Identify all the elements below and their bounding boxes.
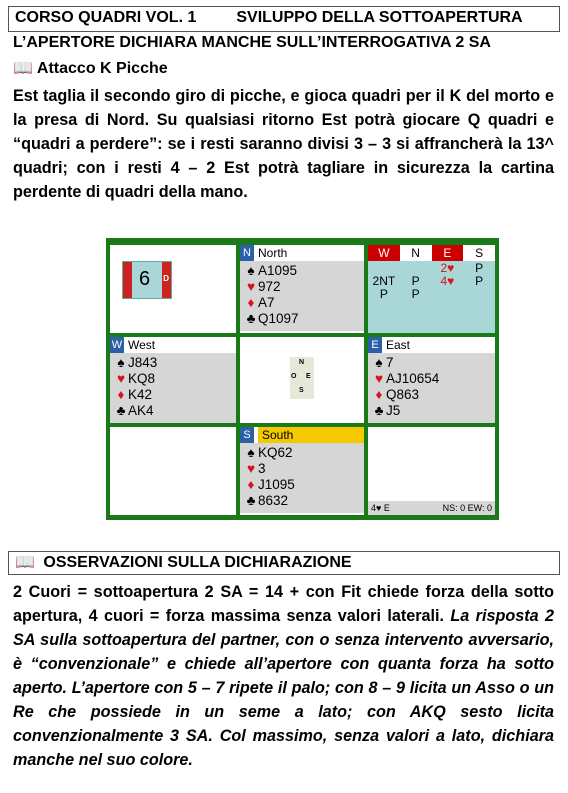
open-book-icon: 📖 [13,60,33,77]
spade-icon: ♠ [247,445,255,460]
section-2-title: OSSERVAZIONI SULLA DICHIARAZIONE [43,554,352,571]
east-clubs: J5 [386,403,401,418]
diamond-icon: ♦ [375,387,383,402]
dealer-mark: D [163,274,169,283]
deal-number: 6 [139,268,151,290]
score: NS: 0 EW: 0 [442,503,492,513]
diamond-icon: ♦ [247,477,255,492]
north-spades: A1095 [258,263,298,278]
section-2-header [8,551,560,575]
paragraph-2 [13,580,554,772]
east-spades: 7 [386,355,394,370]
result-line [368,501,495,515]
south-name: South [258,427,364,443]
subtitle: L’APERTORE DICHIARA MANCHE SULL’INTERROGATIVA 2 SA [13,34,491,51]
table-center [240,337,364,423]
course-title: CORSO QUADRI VOL. 1 [15,9,197,26]
north-hand [240,245,364,333]
east-hand [368,337,495,423]
west-name: West [128,338,156,352]
lead-text: Attacco K Picche [36,60,168,77]
heart-icon: ♥ [374,371,383,386]
club-icon: ♣ [374,403,384,418]
bid-header-s: S [463,245,495,261]
bidding-sequence: 2♥ P 2NT P 4♥ P P P [372,261,484,301]
paragraph-1: Est taglia il secondo giro di picche, e gioca quadri per il K del morto e la presa di Nord. Su qualsiasi ritorno Est potrà giocare Q quadri e “quadri a perdere”: se i resti saranno divisi 3 – 3 si affrancherà la 13^ quadri; con i resti 4 – 2 Est potrà tagliare in sicurezza la cartina perdente di quadri della mano. [13,87,554,201]
west-spades: J843 [128,355,158,370]
spade-icon: ♠ [247,263,255,278]
deal-info-cell [110,245,236,333]
north-clubs: Q1097 [258,311,299,326]
bidding-box [368,245,495,333]
north-diamonds: A7 [258,295,275,310]
bid-header-n: N [400,245,432,261]
course-header [8,6,560,32]
east-name: East [386,338,411,352]
paragraph-2-italic: La risposta 2 SA sulla sottoapertura del partner, con o senza intervento avversario, è “convenzionale” e chiede all’apertore con quanta forza ha sotto aperto. L’apertore con 5 – 7 ripete il palo; con 8 – 9 licita un Asso o un Re che possiede in un seme a lato; con AKQ sesto licita convenzionalmente 3 SA. Col massimo, senza valori a lato, dichiara manche nel suo colore. [13,607,554,769]
south-diamonds: J1095 [258,477,295,492]
club-icon: ♣ [116,403,126,418]
lead-line [13,58,168,78]
west-hand [110,337,236,423]
contract: 4♥ E [371,503,390,513]
result-cell [368,427,495,515]
heart-icon: ♥ [116,371,125,386]
deal-number-box [122,261,172,299]
east-tag: E [368,337,382,353]
open-book-icon: 📖 [15,554,35,571]
south-clubs: 8632 [258,493,289,508]
south-hand [240,427,364,515]
paragraph-2-normal: 2 Cuori = sottoapertura 2 SA = 14 + con Fit chiede forza della sotto apertura, 4 cuori = forza massima senza valori laterali. [13,583,554,625]
south-tag: S [240,427,254,443]
north-tag: N [240,245,254,261]
bid-header-e: E [432,245,464,261]
compass-icon: N O E S [290,357,314,399]
bridge-board [106,238,499,520]
spade-icon: ♠ [117,355,125,370]
east-hearts: AJ10654 [386,371,440,386]
heart-icon: ♥ [246,279,255,294]
north-name: North [258,246,288,260]
club-icon: ♣ [246,311,256,326]
west-hearts: KQ8 [128,371,156,386]
diamond-icon: ♦ [117,387,125,402]
heart-icon: ♥ [246,461,255,476]
west-clubs: AK4 [128,403,154,418]
topic-title: SVILUPPO DELLA SOTTOAPERTURA [236,9,523,26]
empty-cell [110,427,236,515]
diamond-icon: ♦ [247,295,255,310]
east-diamonds: Q863 [386,387,420,402]
south-hearts: 3 [258,461,266,476]
spade-icon: ♠ [375,355,383,370]
south-spades: KQ62 [258,445,293,460]
bid-header-w: W [368,245,400,261]
west-tag: W [111,339,123,351]
north-hearts: 972 [258,279,281,294]
club-icon: ♣ [246,493,256,508]
west-diamonds: K42 [128,387,153,402]
